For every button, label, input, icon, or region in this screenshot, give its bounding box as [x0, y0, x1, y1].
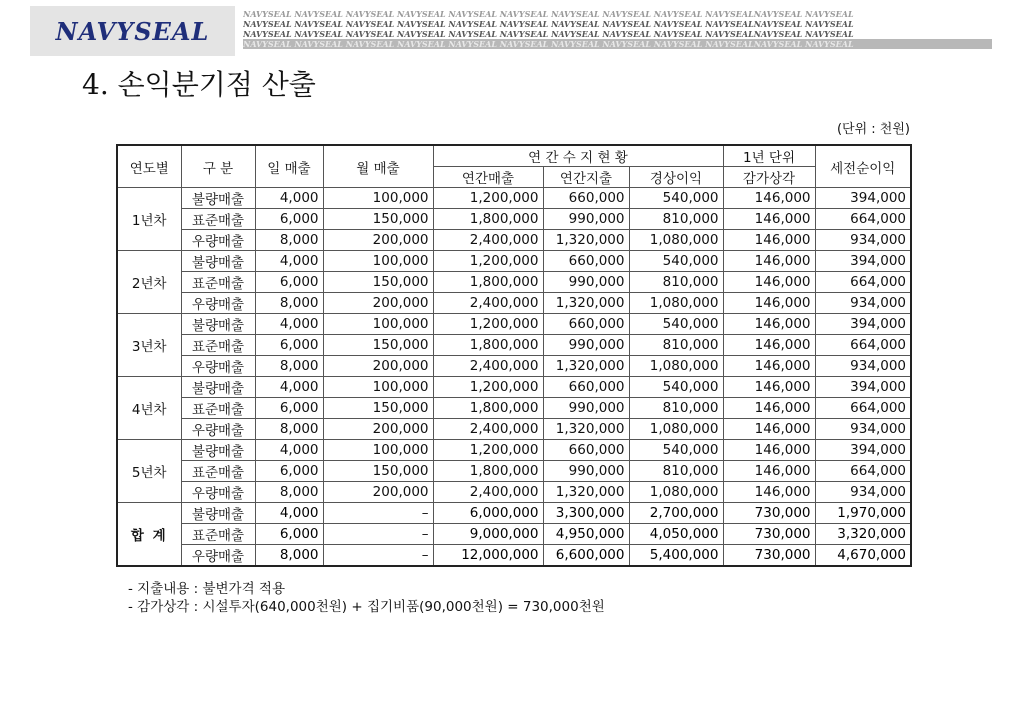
pretax-net-cell: 1,970,000 — [815, 503, 911, 524]
operating-profit-cell: 810,000 — [629, 461, 723, 482]
category-cell: 표준매출 — [181, 524, 255, 545]
pretax-net-cell: 4,670,000 — [815, 545, 911, 567]
annual-expense-cell: 660,000 — [543, 314, 629, 335]
category-cell: 우량매출 — [181, 482, 255, 503]
footnote-expense: - 지출내용 : 불변가격 적용 — [128, 581, 285, 597]
depreciation-cell: 146,000 — [723, 335, 815, 356]
annual-revenue-cell: 1,200,000 — [433, 251, 543, 272]
pretax-net-cell: 394,000 — [815, 440, 911, 461]
daily-sales-cell: 8,000 — [255, 419, 323, 440]
daily-sales-cell: 6,000 — [255, 272, 323, 293]
year-label: 2년차 — [117, 251, 181, 314]
annual-revenue-cell: 2,400,000 — [433, 419, 543, 440]
depreciation-cell: 146,000 — [723, 482, 815, 503]
annual-expense-cell: 6,600,000 — [543, 545, 629, 567]
header-depreciation-bottom: 감가상각 — [723, 167, 815, 188]
annual-revenue-cell: 2,400,000 — [433, 293, 543, 314]
category-cell: 표준매출 — [181, 272, 255, 293]
table-row — [117, 356, 911, 377]
monthly-sales-cell: 150,000 — [323, 272, 433, 293]
annual-expense-cell: 1,320,000 — [543, 293, 629, 314]
annual-expense-cell: 990,000 — [543, 335, 629, 356]
annual-expense-cell: 990,000 — [543, 461, 629, 482]
annual-revenue-cell: 1,200,000 — [433, 377, 543, 398]
monthly-sales-cell: 200,000 — [323, 356, 433, 377]
annual-revenue-cell: 9,000,000 — [433, 524, 543, 545]
depreciation-cell: 146,000 — [723, 230, 815, 251]
daily-sales-cell: 4,000 — [255, 314, 323, 335]
depreciation-cell: 146,000 — [723, 314, 815, 335]
pretax-net-cell: 934,000 — [815, 419, 911, 440]
category-cell: 불량매출 — [181, 440, 255, 461]
operating-profit-cell: 1,080,000 — [629, 356, 723, 377]
banner-line: NAVYSEAL NAVYSEAL NAVYSEAL NAVYSEAL NAVYSEAL NAVYSEAL NAVYSEAL NAVYSEAL NAVYSEAL NAVYSEALNAVYSEAL NAVYSEAL — [243, 9, 854, 19]
table-row — [117, 188, 911, 209]
pretax-net-cell: 394,000 — [815, 251, 911, 272]
header-monthly-sales: 월 매출 — [323, 145, 433, 188]
banner-line: NAVYSEAL NAVYSEAL NAVYSEAL NAVYSEAL NAVYSEAL NAVYSEAL NAVYSEAL NAVYSEAL NAVYSEAL NAVYSEALNAVYSEAL NAVYSEAL — [243, 29, 854, 39]
operating-profit-cell: 1,080,000 — [629, 293, 723, 314]
operating-profit-cell: 5,400,000 — [629, 545, 723, 567]
operating-profit-cell: 4,050,000 — [629, 524, 723, 545]
annual-revenue-cell: 1,800,000 — [433, 209, 543, 230]
category-cell: 표준매출 — [181, 335, 255, 356]
depreciation-cell: 146,000 — [723, 251, 815, 272]
monthly-sales-cell: – — [323, 545, 433, 567]
annual-expense-cell: 1,320,000 — [543, 230, 629, 251]
pretax-net-cell: 664,000 — [815, 209, 911, 230]
depreciation-cell: 730,000 — [723, 524, 815, 545]
pretax-net-cell: 664,000 — [815, 272, 911, 293]
annual-expense-cell: 1,320,000 — [543, 419, 629, 440]
depreciation-cell: 146,000 — [723, 356, 815, 377]
annual-revenue-cell: 1,800,000 — [433, 272, 543, 293]
header-year: 연도별 — [117, 145, 181, 188]
table-row — [117, 398, 911, 419]
year-label: 4년차 — [117, 377, 181, 440]
daily-sales-cell: 6,000 — [255, 398, 323, 419]
monthly-sales-cell: – — [323, 524, 433, 545]
operating-profit-cell: 810,000 — [629, 335, 723, 356]
table-row — [117, 314, 911, 335]
depreciation-cell: 146,000 — [723, 293, 815, 314]
annual-expense-cell: 1,320,000 — [543, 356, 629, 377]
operating-profit-cell: 540,000 — [629, 377, 723, 398]
operating-profit-cell: 810,000 — [629, 272, 723, 293]
table-row — [117, 251, 911, 272]
daily-sales-cell: 6,000 — [255, 209, 323, 230]
monthly-sales-cell: 100,000 — [323, 251, 433, 272]
annual-expense-cell: 1,320,000 — [543, 482, 629, 503]
table-row — [117, 377, 911, 398]
pretax-net-cell: 664,000 — [815, 398, 911, 419]
daily-sales-cell: 4,000 — [255, 377, 323, 398]
category-cell: 불량매출 — [181, 188, 255, 209]
operating-profit-cell: 540,000 — [629, 188, 723, 209]
header-banner — [243, 9, 992, 55]
table-row — [117, 482, 911, 503]
monthly-sales-cell: 150,000 — [323, 398, 433, 419]
table-row — [117, 335, 911, 356]
banner-line: NAVYSEAL NAVYSEAL NAVYSEAL NAVYSEAL NAVYSEAL NAVYSEAL NAVYSEAL NAVYSEAL NAVYSEAL NAVYSEALNAVYSEAL NAVYSEAL — [243, 39, 992, 49]
operating-profit-cell: 540,000 — [629, 251, 723, 272]
annual-expense-cell: 4,950,000 — [543, 524, 629, 545]
depreciation-cell: 146,000 — [723, 209, 815, 230]
category-cell: 불량매출 — [181, 314, 255, 335]
monthly-sales-cell: 200,000 — [323, 419, 433, 440]
daily-sales-cell: 6,000 — [255, 461, 323, 482]
annual-expense-cell: 660,000 — [543, 188, 629, 209]
header-category: 구 분 — [181, 145, 255, 188]
footnote-depreciation: - 감가상각 : 시설투자(640,000천원) + 집기비품(90,000천원) = 730,000천원 — [128, 599, 605, 615]
annual-expense-cell: 990,000 — [543, 272, 629, 293]
monthly-sales-cell: 100,000 — [323, 188, 433, 209]
operating-profit-cell: 1,080,000 — [629, 419, 723, 440]
depreciation-cell: 146,000 — [723, 398, 815, 419]
monthly-sales-cell: 200,000 — [323, 293, 433, 314]
annual-expense-cell: 660,000 — [543, 377, 629, 398]
header-depreciation-top: 1년 단위 — [723, 145, 815, 167]
daily-sales-cell: 4,000 — [255, 440, 323, 461]
depreciation-cell: 146,000 — [723, 440, 815, 461]
annual-expense-cell: 990,000 — [543, 398, 629, 419]
category-cell: 우량매출 — [181, 293, 255, 314]
annual-revenue-cell: 2,400,000 — [433, 356, 543, 377]
monthly-sales-cell: 200,000 — [323, 230, 433, 251]
daily-sales-cell: 8,000 — [255, 545, 323, 567]
total-label: 합 계 — [117, 503, 181, 567]
depreciation-cell: 730,000 — [723, 503, 815, 524]
pretax-net-cell: 394,000 — [815, 377, 911, 398]
footnotes — [128, 580, 605, 616]
operating-profit-cell: 2,700,000 — [629, 503, 723, 524]
operating-profit-cell: 810,000 — [629, 398, 723, 419]
pretax-net-cell: 3,320,000 — [815, 524, 911, 545]
depreciation-cell: 146,000 — [723, 272, 815, 293]
monthly-sales-cell: 100,000 — [323, 377, 433, 398]
annual-expense-cell: 3,300,000 — [543, 503, 629, 524]
table-row — [117, 230, 911, 251]
daily-sales-cell: 8,000 — [255, 482, 323, 503]
daily-sales-cell: 8,000 — [255, 356, 323, 377]
annual-revenue-cell: 1,200,000 — [433, 188, 543, 209]
table-row — [117, 461, 911, 482]
category-cell: 우량매출 — [181, 356, 255, 377]
page-title: 4. 손익분기점 산출 — [82, 68, 316, 101]
daily-sales-cell: 4,000 — [255, 251, 323, 272]
pretax-net-cell: 664,000 — [815, 335, 911, 356]
annual-expense-cell: 660,000 — [543, 251, 629, 272]
year-label: 5년차 — [117, 440, 181, 503]
pretax-net-cell: 934,000 — [815, 356, 911, 377]
operating-profit-cell: 1,080,000 — [629, 230, 723, 251]
year-label: 1년차 — [117, 188, 181, 251]
header-annual-revenue: 연간매출 — [433, 167, 543, 188]
table-row — [117, 209, 911, 230]
unit-note: (단위 : 천원) — [836, 122, 910, 137]
daily-sales-cell: 6,000 — [255, 524, 323, 545]
annual-revenue-cell: 1,800,000 — [433, 461, 543, 482]
pretax-net-cell: 394,000 — [815, 188, 911, 209]
daily-sales-cell: 4,000 — [255, 188, 323, 209]
depreciation-cell: 730,000 — [723, 545, 815, 567]
monthly-sales-cell: 150,000 — [323, 209, 433, 230]
header-pretax-net: 세전순이익 — [815, 145, 911, 188]
operating-profit-cell: 540,000 — [629, 314, 723, 335]
operating-profit-cell: 1,080,000 — [629, 482, 723, 503]
annual-revenue-cell: 6,000,000 — [433, 503, 543, 524]
pretax-net-cell: 934,000 — [815, 482, 911, 503]
annual-revenue-cell: 12,000,000 — [433, 545, 543, 567]
daily-sales-cell: 8,000 — [255, 293, 323, 314]
logo-text: NAVYSEAL — [55, 16, 210, 46]
header-annual-group: 연 간 수 지 현 황 — [433, 145, 723, 167]
annual-revenue-cell: 2,400,000 — [433, 230, 543, 251]
category-cell: 표준매출 — [181, 209, 255, 230]
operating-profit-cell: 540,000 — [629, 440, 723, 461]
category-cell: 우량매출 — [181, 419, 255, 440]
category-cell: 불량매출 — [181, 377, 255, 398]
annual-revenue-cell: 1,200,000 — [433, 314, 543, 335]
annual-revenue-cell: 1,800,000 — [433, 398, 543, 419]
daily-sales-cell: 4,000 — [255, 503, 323, 524]
logo — [30, 6, 235, 56]
pretax-net-cell: 934,000 — [815, 293, 911, 314]
monthly-sales-cell: 150,000 — [323, 335, 433, 356]
table-row — [117, 440, 911, 461]
category-cell: 우량매출 — [181, 545, 255, 567]
total-row — [117, 503, 911, 524]
depreciation-cell: 146,000 — [723, 377, 815, 398]
category-cell: 표준매출 — [181, 398, 255, 419]
category-cell: 불량매출 — [181, 251, 255, 272]
category-cell: 우량매출 — [181, 230, 255, 251]
monthly-sales-cell: – — [323, 503, 433, 524]
table-row — [117, 293, 911, 314]
banner-line: NAVYSEAL NAVYSEAL NAVYSEAL NAVYSEAL NAVYSEAL NAVYSEAL NAVYSEAL NAVYSEAL NAVYSEAL NAVYSEALNAVYSEAL NAVYSEAL — [243, 19, 854, 29]
annual-revenue-cell: 1,200,000 — [433, 440, 543, 461]
table-row — [117, 419, 911, 440]
annual-expense-cell: 990,000 — [543, 209, 629, 230]
monthly-sales-cell: 150,000 — [323, 461, 433, 482]
pretax-net-cell: 664,000 — [815, 461, 911, 482]
monthly-sales-cell: 100,000 — [323, 314, 433, 335]
break-even-table — [116, 144, 912, 567]
annual-revenue-cell: 1,800,000 — [433, 335, 543, 356]
daily-sales-cell: 8,000 — [255, 230, 323, 251]
header-annual-expense: 연간지출 — [543, 167, 629, 188]
monthly-sales-cell: 100,000 — [323, 440, 433, 461]
pretax-net-cell: 934,000 — [815, 230, 911, 251]
annual-revenue-cell: 2,400,000 — [433, 482, 543, 503]
category-cell: 불량매출 — [181, 503, 255, 524]
depreciation-cell: 146,000 — [723, 419, 815, 440]
header-operating-profit: 경상이익 — [629, 167, 723, 188]
depreciation-cell: 146,000 — [723, 461, 815, 482]
operating-profit-cell: 810,000 — [629, 209, 723, 230]
depreciation-cell: 146,000 — [723, 188, 815, 209]
daily-sales-cell: 6,000 — [255, 335, 323, 356]
header-daily-sales: 일 매출 — [255, 145, 323, 188]
pretax-net-cell: 394,000 — [815, 314, 911, 335]
total-row — [117, 545, 911, 567]
monthly-sales-cell: 200,000 — [323, 482, 433, 503]
year-label: 3년차 — [117, 314, 181, 377]
category-cell: 표준매출 — [181, 461, 255, 482]
total-row — [117, 524, 911, 545]
table-row — [117, 272, 911, 293]
annual-expense-cell: 660,000 — [543, 440, 629, 461]
